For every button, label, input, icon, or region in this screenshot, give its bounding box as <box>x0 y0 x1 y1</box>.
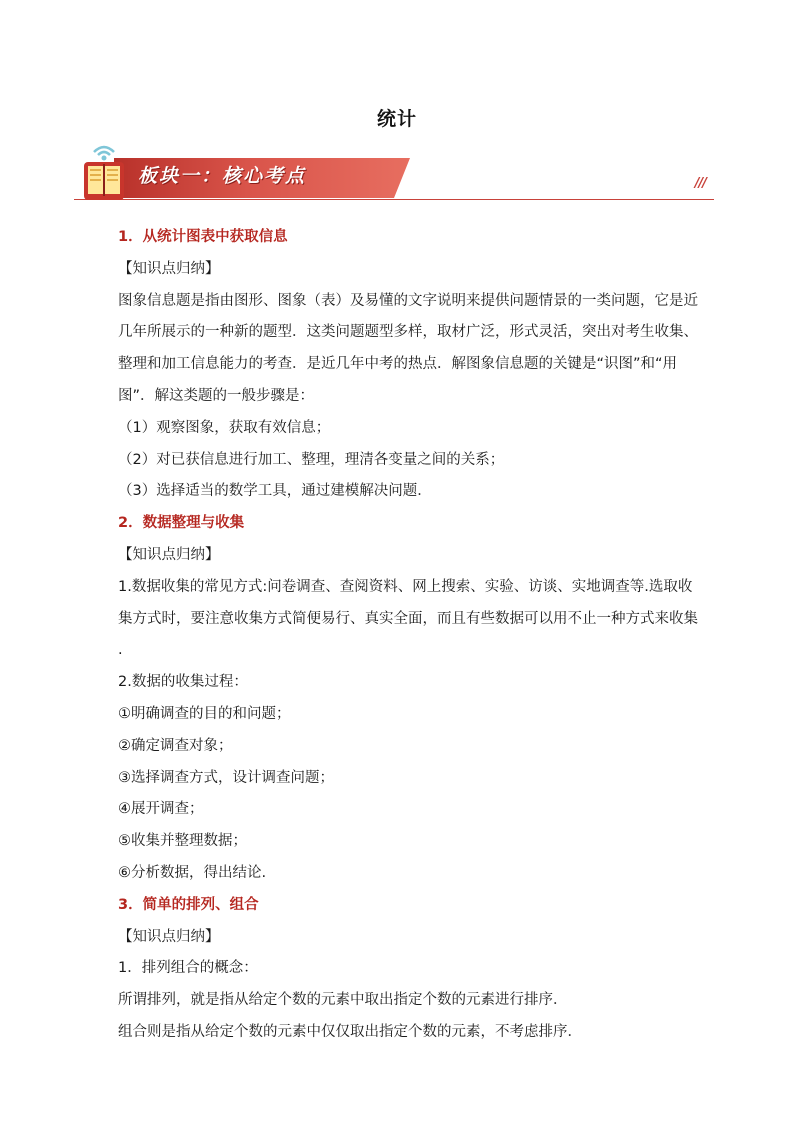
step-item: ④展开调查； <box>118 801 204 818</box>
step-item: ⑤收集并整理数据； <box>118 833 247 850</box>
step-item: ①明确调查的目的和问题； <box>118 705 291 722</box>
paragraph-line: 所谓排列，就是指从给定个数的元素中取出指定个数的元素进行排序． <box>118 992 568 1009</box>
paragraph-line: . <box>118 642 123 659</box>
banner-label: 板块一：核心考点 <box>138 165 307 187</box>
step-item: （3）选择适当的数学工具，通过建模解决问题． <box>118 483 432 500</box>
paragraph-line: 组合则是指从给定个数的元素中仅仅取出指定个数的元素，不考虑排序． <box>118 1023 582 1040</box>
section-1 <box>118 222 698 508</box>
paragraph-line: 2.数据的收集过程： <box>118 674 248 691</box>
section-3 <box>118 890 678 1049</box>
step-item: ③选择调查方式，设计调查问题； <box>118 769 334 786</box>
paragraph-line: 集方式时，要注意收集方式简便易行、真实全面，而且有些数据可以用不止一种方式来收集 <box>118 610 698 627</box>
knowledge-tag: 【知识点归纳】 <box>118 928 220 945</box>
section-heading: 2．数据整理与收集 <box>118 515 245 532</box>
paragraph-line: 1．排列组合的概念： <box>118 960 258 977</box>
step-item: ⑥分析数据，得出结论. <box>118 864 267 881</box>
section-heading: 3．简单的排列、组合 <box>118 896 259 913</box>
step-item: （1）观察图象，获取有效信息； <box>118 419 331 436</box>
paragraph-line: 整理和加工信息能力的考查．是近几年中考的热点．解图象信息题的关键是“识图”和“用 <box>118 356 678 373</box>
content-body <box>118 222 698 1049</box>
section-banner <box>74 138 714 204</box>
banner-decoration: /// <box>694 176 706 191</box>
paragraph-line: 几年所展示的一种新的题型．这类问题题型多样，取材广泛，形式灵活，突出对考生收集、 <box>118 324 698 341</box>
book-icon <box>78 140 130 202</box>
section-heading: 1．从统计图表中获取信息 <box>118 229 288 245</box>
paragraph-line: 图象信息题是指由图形、图象（表）及易懂的文字说明来提供问题情景的一类问题，它是近 <box>118 292 698 309</box>
knowledge-tag: 【知识点归纳】 <box>118 546 220 563</box>
step-item: （2）对已获信息进行加工、整理，理清各变量之间的关系； <box>118 451 505 468</box>
section-2 <box>118 508 698 890</box>
banner-underline <box>74 199 714 200</box>
knowledge-tag: 【知识点归纳】 <box>118 260 220 277</box>
page-title: 统计 <box>376 108 417 130</box>
step-item: ②确定调查对象； <box>118 737 233 754</box>
paragraph-line: 1.数据收集的常见方式:问卷调查、查阅资料、网上搜索、实验、访谈、实地调查等.选取收 <box>118 578 693 595</box>
paragraph-line: 图”．解这类题的一般步骤是： <box>118 387 315 404</box>
